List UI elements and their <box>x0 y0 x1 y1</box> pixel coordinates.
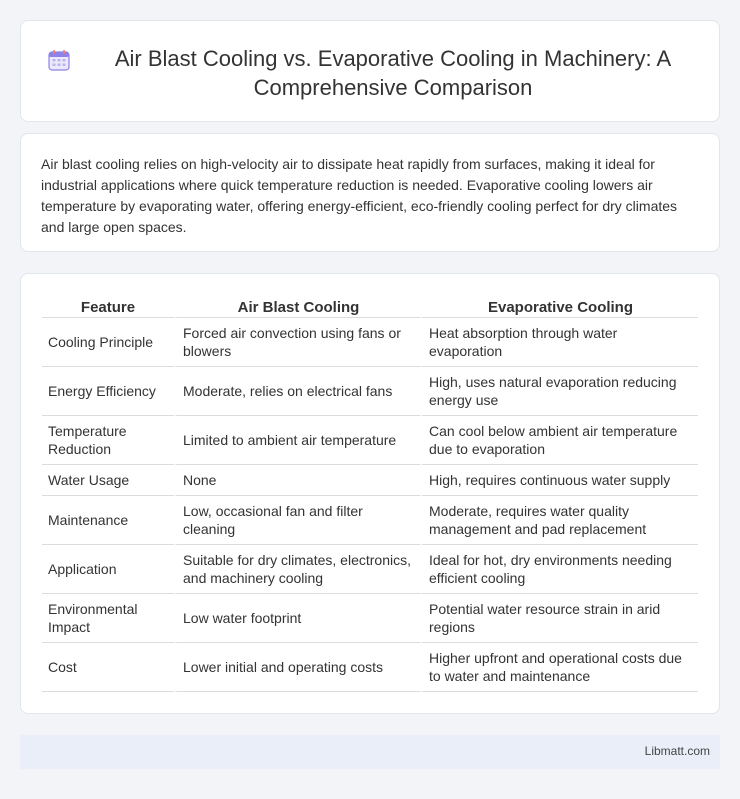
table-row <box>42 594 698 643</box>
calendar-icon <box>47 48 71 72</box>
intro-card <box>20 133 720 252</box>
intro-paragraph: Air blast cooling relies on high-velocity air to dissipate heat rapidly from surfaces, making it ideal for industrial applications where quick temperature reduction is needed. Evaporative cooling lowers air temperature by evaporating water, offering energy-efficient, eco-friendly cooling perfect for dry climates and large open spaces. <box>41 156 678 235</box>
evaporative-cell: Moderate, requires water quality management and pad replacement <box>420 496 698 545</box>
table-row <box>42 465 698 496</box>
header-evaporative: Evaporative Cooling <box>420 297 698 318</box>
feature-cell: Cost <box>42 643 174 692</box>
feature-cell: Maintenance <box>42 496 174 545</box>
feature-cell: Temperature Reduction <box>42 416 174 465</box>
air-blast-cell: Limited to ambient air temperature <box>174 416 420 465</box>
air-blast-cell: Low, occasional fan and filter cleaning <box>174 496 420 545</box>
air-blast-cell: Suitable for dry climates, electronics, and machinery cooling <box>174 545 420 594</box>
air-blast-cell: None <box>174 465 420 496</box>
feature-cell: Cooling Principle <box>42 318 174 367</box>
table-row <box>42 318 698 367</box>
table-row <box>42 416 698 465</box>
evaporative-cell: Ideal for hot, dry environments needing efficient cooling <box>420 545 698 594</box>
table-row <box>42 643 698 692</box>
feature-cell: Energy Efficiency <box>42 367 174 416</box>
evaporative-cell: Can cool below ambient air temperature due to evaporation <box>420 416 698 465</box>
evaporative-cell: High, requires continuous water supply <box>420 465 698 496</box>
air-blast-cell: Moderate, relies on electrical fans <box>174 367 420 416</box>
comparison-table <box>42 297 698 692</box>
footer-bar <box>20 735 720 769</box>
evaporative-cell: Potential water resource strain in arid regions <box>420 594 698 643</box>
comparison-card <box>20 273 720 714</box>
table-row <box>42 367 698 416</box>
header-feature: Feature <box>42 297 174 318</box>
table-row <box>42 545 698 594</box>
air-blast-cell: Forced air convection using fans or blowers <box>174 318 420 367</box>
table-header-row <box>42 297 698 318</box>
feature-cell: Application <box>42 545 174 594</box>
evaporative-cell: Heat absorption through water evaporation <box>420 318 698 367</box>
evaporative-cell: Higher upfront and operational costs due to water and maintenance <box>420 643 698 692</box>
footer-brand-link[interactable]: Libmatt.com <box>644 744 710 758</box>
evaporative-cell: High, uses natural evaporation reducing energy use <box>420 367 698 416</box>
title-card <box>20 20 720 122</box>
feature-cell: Water Usage <box>42 465 174 496</box>
table-row <box>42 496 698 545</box>
air-blast-cell: Lower initial and operating costs <box>174 643 420 692</box>
air-blast-cell: Low water footprint <box>174 594 420 643</box>
feature-cell: Environmental Impact <box>42 594 174 643</box>
page-title: Air Blast Cooling vs. Evaporative Cooling in Machinery: A Comprehensive Comparison <box>114 46 672 100</box>
header-air-blast: Air Blast Cooling <box>174 297 420 318</box>
